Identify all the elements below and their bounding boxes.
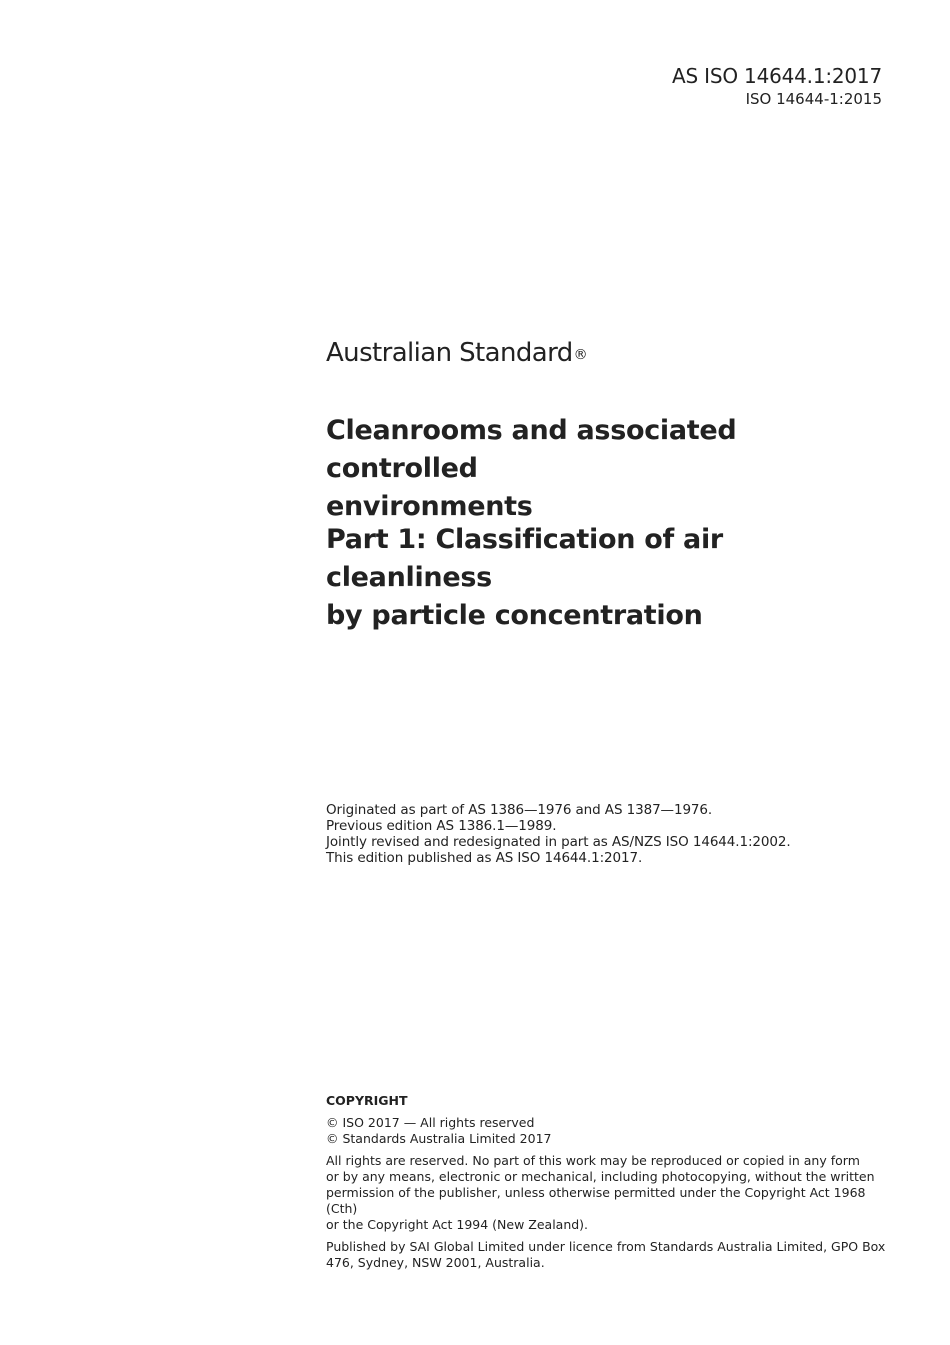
history-line: Jointly revised and redesignated in part as AS/NZS ISO 14644.1:2002. [326, 834, 791, 850]
title-line: environments [326, 491, 533, 522]
document-title [326, 412, 896, 526]
history-line: This edition published as AS ISO 14644.1:2017. [326, 850, 643, 866]
iso-number: ISO 14644-1:2015 [745, 90, 882, 108]
copyright-block [326, 1093, 896, 1277]
part-title-line: Part 1: Classification of air cleanliness [326, 524, 723, 593]
part-title-line: by particle concentration [326, 600, 703, 631]
publisher-line: Published by SAI Global Limited under licence from Standards Australia Limited, GPO Box [326, 1239, 886, 1254]
edition-history [326, 802, 896, 866]
copyright-owners [326, 1115, 896, 1147]
history-line: Originated as part of AS 1386—1976 and AS 1387—1976. [326, 802, 713, 818]
copyright-owner: © Standards Australia Limited 2017 [326, 1131, 552, 1146]
part-title [326, 521, 896, 635]
publisher-line: 476, Sydney, NSW 2001, Australia. [326, 1255, 545, 1270]
rights-line: or by any means, electronic or mechanical, including photocopying, without the written [326, 1169, 875, 1184]
title-line: Cleanrooms and associated controlled [326, 415, 737, 484]
document-header [672, 64, 882, 109]
rights-line: permission of the publisher, unless otherwise permitted under the Copyright Act 1968 (Cth) [326, 1185, 866, 1216]
brand-name: Australian Standard [326, 338, 573, 368]
rights-line: All rights are reserved. No part of this work may be reproduced or copied in any form [326, 1153, 860, 1168]
rights-line: or the Copyright Act 1994 (New Zealand). [326, 1217, 589, 1232]
history-line: Previous edition AS 1386.1—1989. [326, 818, 557, 834]
rights-statement [326, 1153, 896, 1233]
standard-number: AS ISO 14644.1:2017 [672, 64, 882, 88]
copyright-owner: © ISO 2017 — All rights reserved [326, 1115, 535, 1130]
registered-mark: ® [573, 347, 588, 363]
brand-line [326, 336, 896, 370]
publisher-statement [326, 1239, 896, 1271]
copyright-heading: COPYRIGHT [326, 1093, 408, 1108]
